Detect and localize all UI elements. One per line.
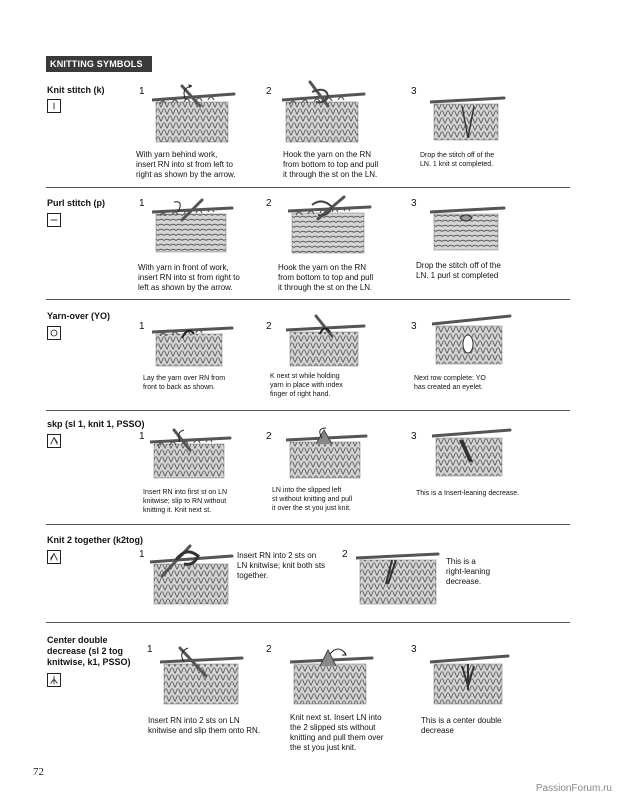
step-number: 2 <box>266 321 272 332</box>
step-caption: Hook the yarn on the RN from bottom to top and pull it through the st on the LN. <box>278 263 374 292</box>
section-divider <box>46 524 570 525</box>
section-header: KNITTING SYMBOLS <box>46 56 152 72</box>
section-title-yarn-over: Yarn-over (YO) <box>47 311 111 321</box>
purl-step2-illustration <box>288 195 372 257</box>
k2tog-symbol-icon <box>47 550 61 564</box>
step-number: 2 <box>266 198 272 209</box>
knit-step1-illustration <box>152 80 236 146</box>
skp-symbol-icon <box>47 434 61 448</box>
step-number: 2 <box>266 431 272 442</box>
cdd-step2-illustration <box>290 644 374 708</box>
step-caption: Insert RN into 2 sts on LN knitwise; knit both sts together. <box>237 551 326 580</box>
purl-step1-illustration <box>152 198 234 256</box>
step-caption: Insert RN into 2 sts on LN knitwise and slip them onto RN. <box>148 716 261 735</box>
step-caption: K next st while holding yarn in place with index finger of right hand. <box>270 373 343 398</box>
step-number: 1 <box>139 431 145 442</box>
step-caption: Next row complete: YO has created an eyelet. <box>414 375 486 391</box>
purl-symbol-icon <box>47 213 61 227</box>
skp-step3-illustration <box>432 424 512 480</box>
step-caption: Drop the stitch off of the LN. 1 purl st completed <box>416 261 501 280</box>
k2tog-step1-illustration <box>150 542 234 608</box>
purl-step3-illustration <box>430 204 506 254</box>
step-caption: LN into the slipped left st without knitting and pull it over the st you just knit. <box>272 487 353 512</box>
step-number: 3 <box>411 321 417 332</box>
step-caption: With yarn behind work, insert RN into st from left to right as shown by the arrow. <box>136 150 236 179</box>
yarn-over-symbol-icon <box>47 326 61 340</box>
step-caption: Drop the stitch off of the LN. 1 knit st completed. <box>420 152 495 168</box>
yo-step2-illustration <box>286 314 366 370</box>
section-divider <box>46 410 570 411</box>
step-number: 2 <box>266 86 272 97</box>
step-caption: Knit next st. Insert LN into the 2 slipped sts without knitting and pull them over the st you just knit. <box>290 713 384 752</box>
step-caption: Hook the yarn on the RN from bottom to top and pull it through the st on the LN. <box>283 150 379 179</box>
skp-step2-illustration <box>286 426 368 482</box>
skp-step1-illustration <box>150 428 232 482</box>
section-divider <box>46 187 570 188</box>
step-number: 2 <box>342 549 348 560</box>
section-title-knit: Knit stitch (k) <box>47 85 105 95</box>
step-number: 1 <box>139 321 145 332</box>
knit-step3-illustration <box>430 96 506 144</box>
step-number: 3 <box>411 86 417 97</box>
step-number: 2 <box>266 644 272 655</box>
knit-step2-illustration <box>282 80 366 146</box>
step-number: 3 <box>411 198 417 209</box>
step-number: 1 <box>147 644 153 655</box>
step-number: 1 <box>139 198 145 209</box>
section-divider <box>46 622 570 623</box>
step-caption: This is a right-leaning decrease. <box>446 557 491 586</box>
cdd-step3-illustration <box>430 650 510 708</box>
yo-step1-illustration <box>152 322 234 370</box>
step-caption: This is a Insert-leaning decrease. <box>416 490 520 497</box>
k2tog-step2-illustration <box>356 548 440 608</box>
cdd-step1-illustration <box>160 646 244 708</box>
step-caption: With yarn in front of work, insert RN into st from right to left as shown by the arrow. <box>138 263 240 292</box>
section-title-center-double-decrease: Center double decrease (sl 2 tog knitwise, k1, PSSO) <box>47 635 131 667</box>
section-title-k2tog: Knit 2 together (k2tog) <box>47 535 143 545</box>
center-double-decrease-symbol-icon <box>47 673 61 687</box>
section-title-purl: Purl stitch (p) <box>47 198 105 208</box>
step-number: 3 <box>411 644 417 655</box>
step-caption: This is a center double decrease <box>421 716 502 735</box>
step-number: 1 <box>139 549 145 560</box>
page-number: 72 <box>33 766 44 778</box>
section-title-skp: skp (sl 1, knit 1, PSSO) <box>47 419 145 429</box>
step-number: 3 <box>411 431 417 442</box>
yo-step3-illustration <box>432 312 512 368</box>
knit-symbol-icon <box>47 99 61 113</box>
section-divider <box>46 299 570 300</box>
step-number: 1 <box>139 86 145 97</box>
step-caption: Insert RN into first st on LN knitwise; slip to RN without knitting it. Knit next st. <box>143 489 228 514</box>
step-caption: Lay the yarn over RN from front to back as shown. <box>143 375 226 391</box>
watermark: PassionForum.ru <box>535 783 612 794</box>
